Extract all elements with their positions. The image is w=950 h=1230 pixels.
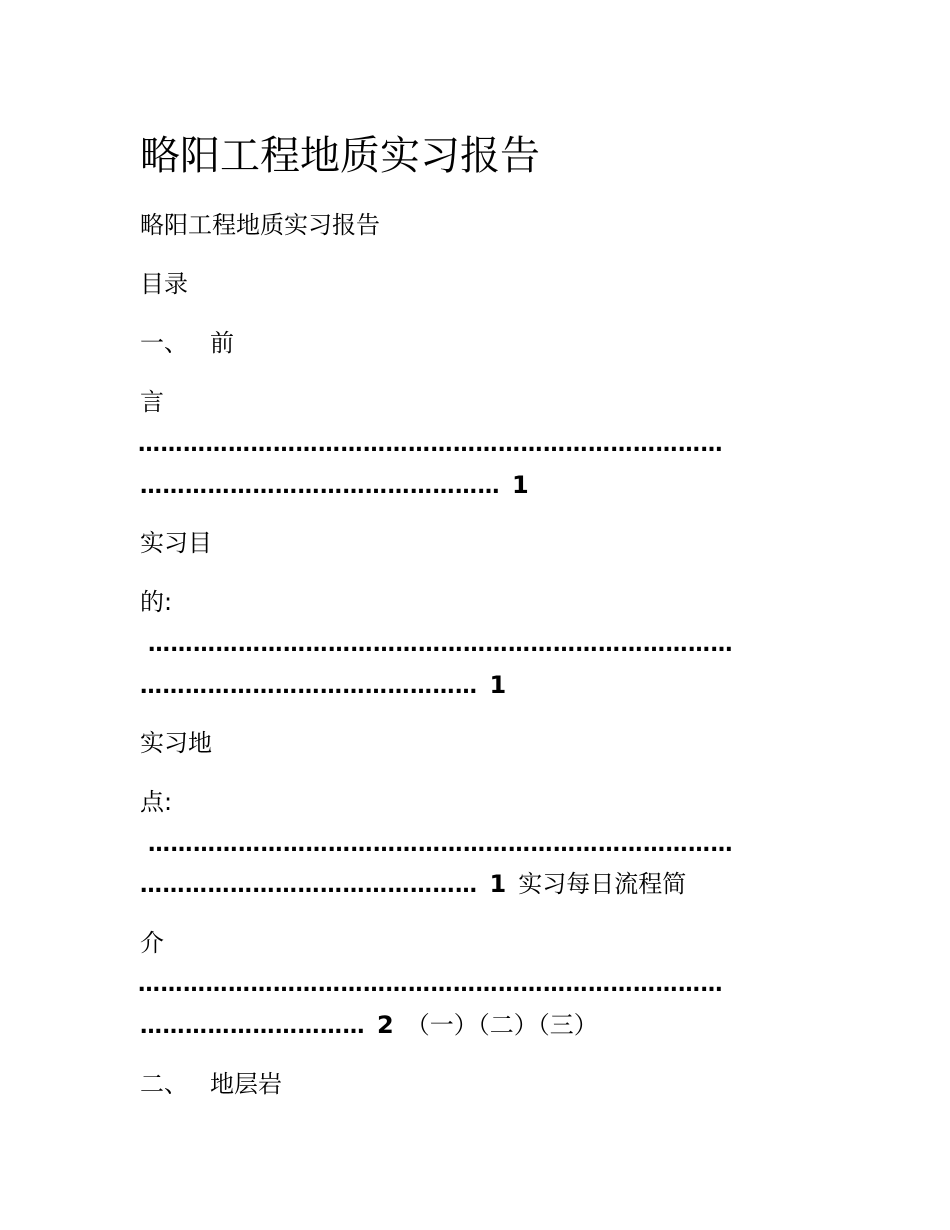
toc-leader-dots-1b: …………………………………………	[140, 474, 500, 499]
toc-leader-dots-1: ……………………………………………………………………	[138, 432, 723, 457]
toc-entry-location-page	[140, 869, 686, 901]
section-1-text-a: 前	[210, 329, 234, 357]
toc-heading: 目录	[140, 270, 188, 298]
page-number: 1	[489, 671, 507, 699]
toc-section-2	[140, 1069, 282, 1099]
toc-leader-dots-4b: …………………………	[140, 1014, 365, 1039]
page-number: 1	[512, 471, 529, 499]
toc-leader-dots-4: ……………………………………………………………………	[138, 972, 723, 997]
document-title: 略阳工程地质实习报告	[140, 133, 540, 179]
section-1-marker: 一、	[140, 329, 188, 357]
toc-entry-preface-page	[140, 470, 529, 502]
toc-item-purpose: 实习目	[140, 529, 212, 557]
toc-item-location: 实习地	[140, 729, 212, 757]
toc-subitems: （一）（二）（三）	[405, 1011, 598, 1039]
toc-item-daily-cont: 介	[140, 929, 164, 957]
toc-item-purpose-cont: 的:	[140, 588, 173, 616]
document-subtitle: 略阳工程地质实习报告	[140, 211, 380, 239]
toc-section-1	[140, 328, 234, 358]
toc-section-1-cont: 言	[140, 388, 164, 416]
toc-leader-dots-2: ……………………………………………………………………	[148, 632, 733, 657]
toc-entry-purpose-page	[140, 670, 506, 702]
toc-entry-daily-page	[140, 1010, 598, 1042]
page-number: 2	[377, 1011, 394, 1039]
toc-leader-dots-3b: ………………………………………	[140, 873, 478, 898]
page-number: 1	[489, 870, 507, 898]
toc-leader-dots-2b: ………………………………………	[140, 674, 478, 699]
toc-item-daily: 实习每日流程简	[518, 870, 687, 898]
toc-leader-dots-3: ……………………………………………………………………	[148, 832, 733, 857]
toc-item-location-cont: 点:	[140, 788, 173, 816]
section-2-marker: 二、	[140, 1070, 188, 1098]
section-2-text: 地层岩	[210, 1070, 282, 1098]
